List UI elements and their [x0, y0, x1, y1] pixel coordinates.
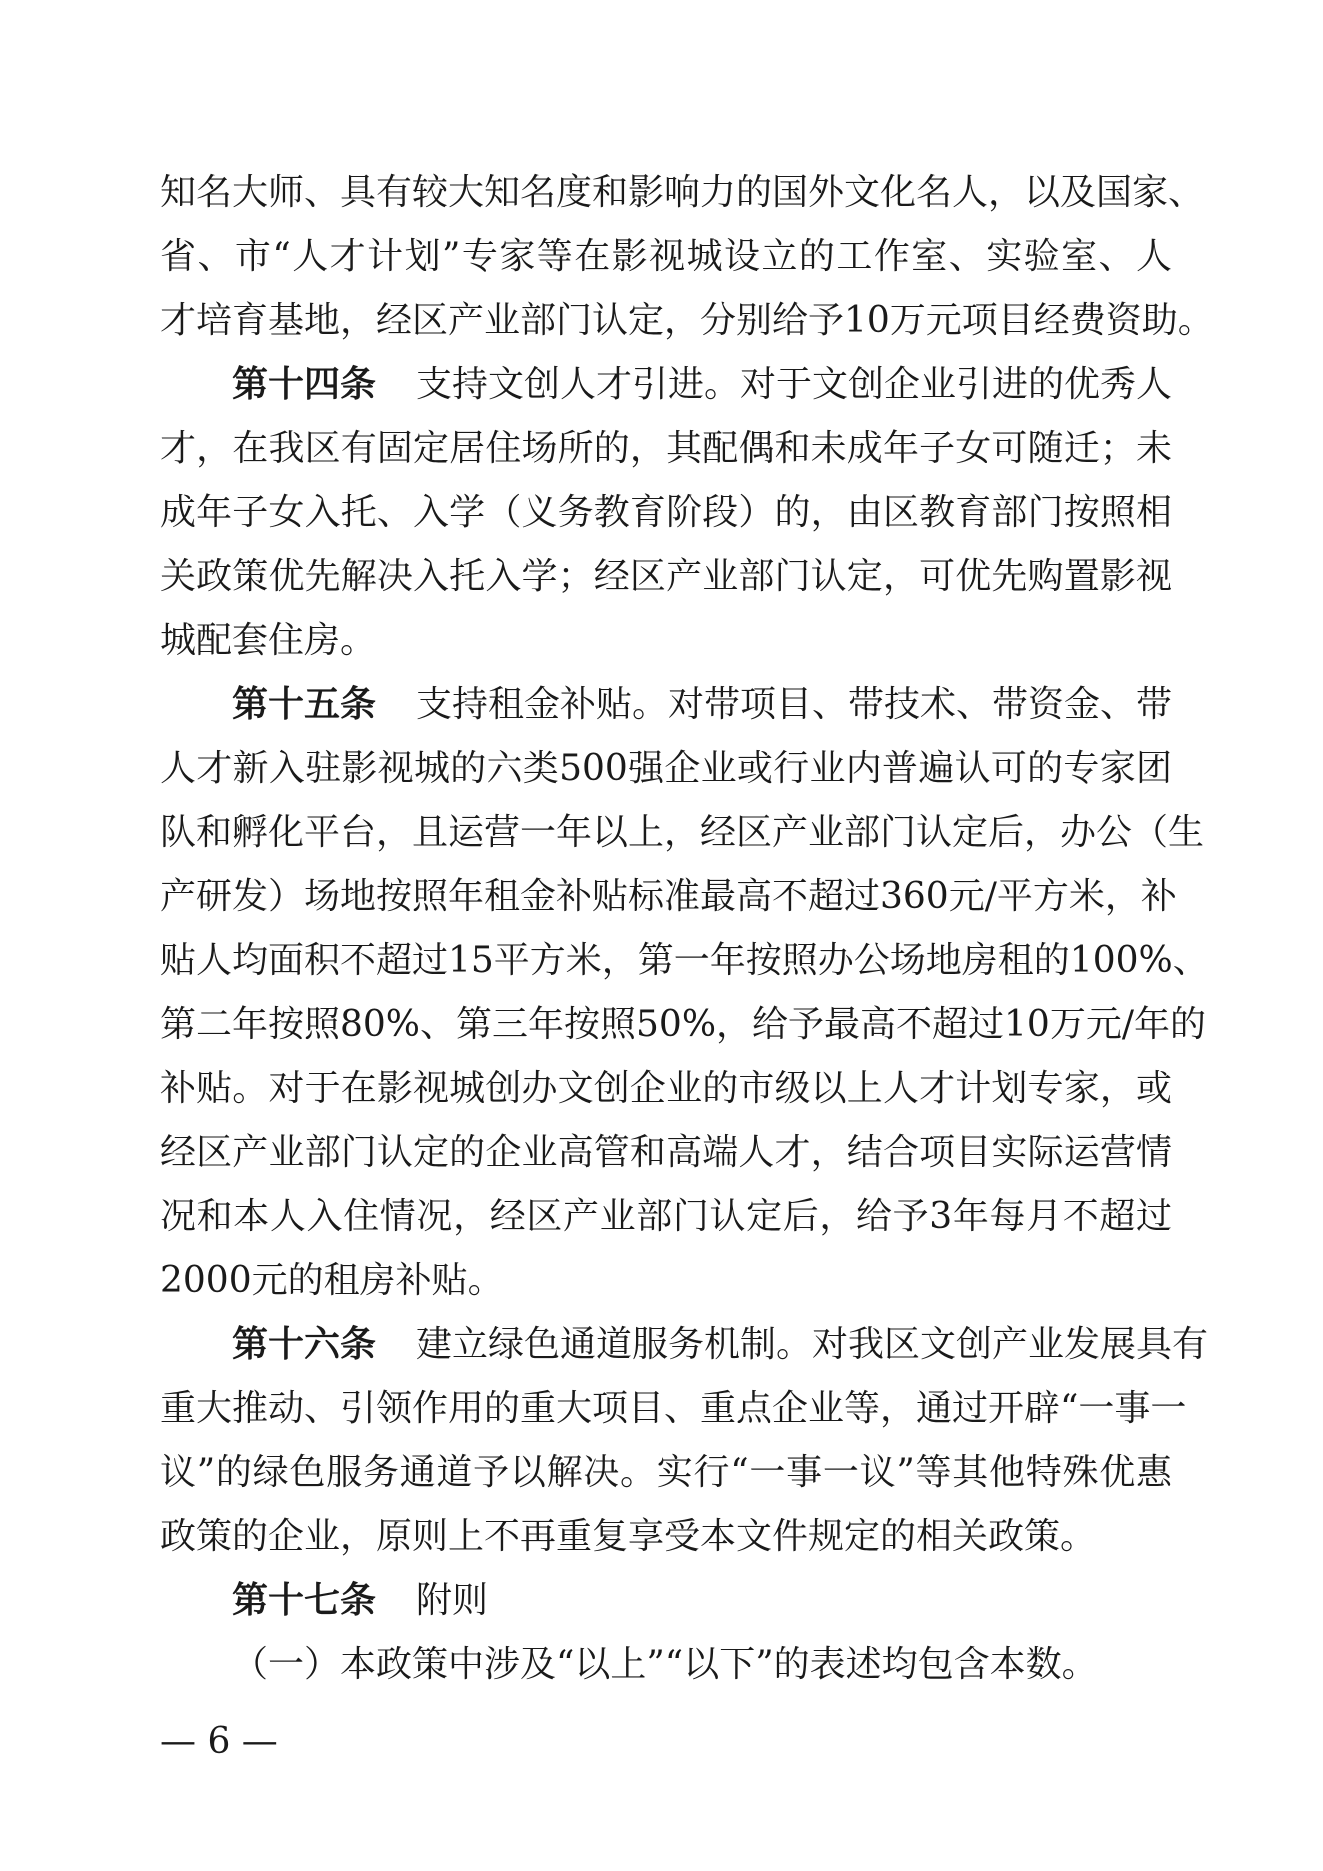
document-body [160, 161, 1214, 1697]
text-line: 补贴。对于在影视城创办文创企业的市级以上人才计划专家，或 [160, 1068, 1172, 1109]
text-line: 城配套住房。 [160, 620, 377, 661]
text-line: 政策的企业，原则上不再重复享受本文件规定的相关政策。 [160, 1516, 1097, 1557]
text-line: 2000元的租房补贴。 [160, 1260, 504, 1301]
clause-1-line: （一）本政策中涉及“以上”“以下”的表述均包含本数。 [232, 1644, 1098, 1685]
text-line: 关政策优先解决入托入学；经区产业部门认定，可优先购置影视 [160, 556, 1172, 597]
text-line: 省、市“人才计划”专家等在影视城设立的工作室、实验室、人 [160, 236, 1172, 277]
article-17-first-line [160, 1569, 1172, 1633]
text-line: 成年子女入托、入学（义务教育阶段）的，由区教育部门按照相 [160, 492, 1172, 533]
text-line: 第二年按照80%、第三年按照50%，给予最高不超过10万元/年的 [160, 1004, 1206, 1045]
article-16-heading: 第十六条 [232, 1324, 377, 1365]
article-14-first-line [160, 353, 1172, 417]
text-line: 支持文创人才引进。对于文创企业引进的优秀人 [416, 364, 1173, 405]
text-line: 经区产业部门认定的企业高管和高端人才，结合项目实际运营情 [160, 1132, 1172, 1173]
text-line: 知名大师、具有较大知名度和影响力的国外文化名人，以及国家、 [160, 172, 1205, 213]
article-15-heading: 第十五条 [232, 684, 377, 725]
text-line: 况和本人入住情况，经区产业部门认定后，给予3年每月不超过 [160, 1196, 1172, 1237]
text-line: 产研发）场地按照年租金补贴标准最高不超过360元/平方米，补 [160, 876, 1177, 917]
text-line: 队和孵化平台，且运营一年以上，经区产业部门认定后，办公（生 [160, 812, 1205, 853]
text-line: 才，在我区有固定居住场所的，其配偶和未成年子女可随迁；未 [160, 428, 1172, 469]
article-15-first-line [160, 673, 1172, 737]
text-line: 人才新入驻影视城的六类500强企业或行业内普遍认可的专家团 [160, 748, 1172, 789]
page-number: — 6 — [160, 1721, 278, 1762]
text-line: 附则 [416, 1580, 489, 1621]
article-16-first-line [160, 1313, 1209, 1377]
text-line: 贴人均面积不超过15平方米，第一年按照办公场地房租的100%、 [160, 940, 1209, 981]
text-line: 重大推动、引领作用的重大项目、重点企业等，通过开辟“一事一 [160, 1388, 1187, 1429]
text-line: 才培育基地，经区产业部门认定，分别给予10万元项目经费资助。 [160, 300, 1214, 341]
article-17-heading: 第十七条 [232, 1580, 377, 1621]
text-line: 议”的绿色服务通道予以解决。实行“一事一议”等其他特殊优惠 [160, 1452, 1172, 1493]
article-14-heading: 第十四条 [232, 364, 377, 405]
text-line: 建立绿色通道服务机制。对我区文创产业发展具有 [416, 1324, 1209, 1365]
text-line: 支持租金补贴。对带项目、带技术、带资金、带 [416, 684, 1173, 725]
